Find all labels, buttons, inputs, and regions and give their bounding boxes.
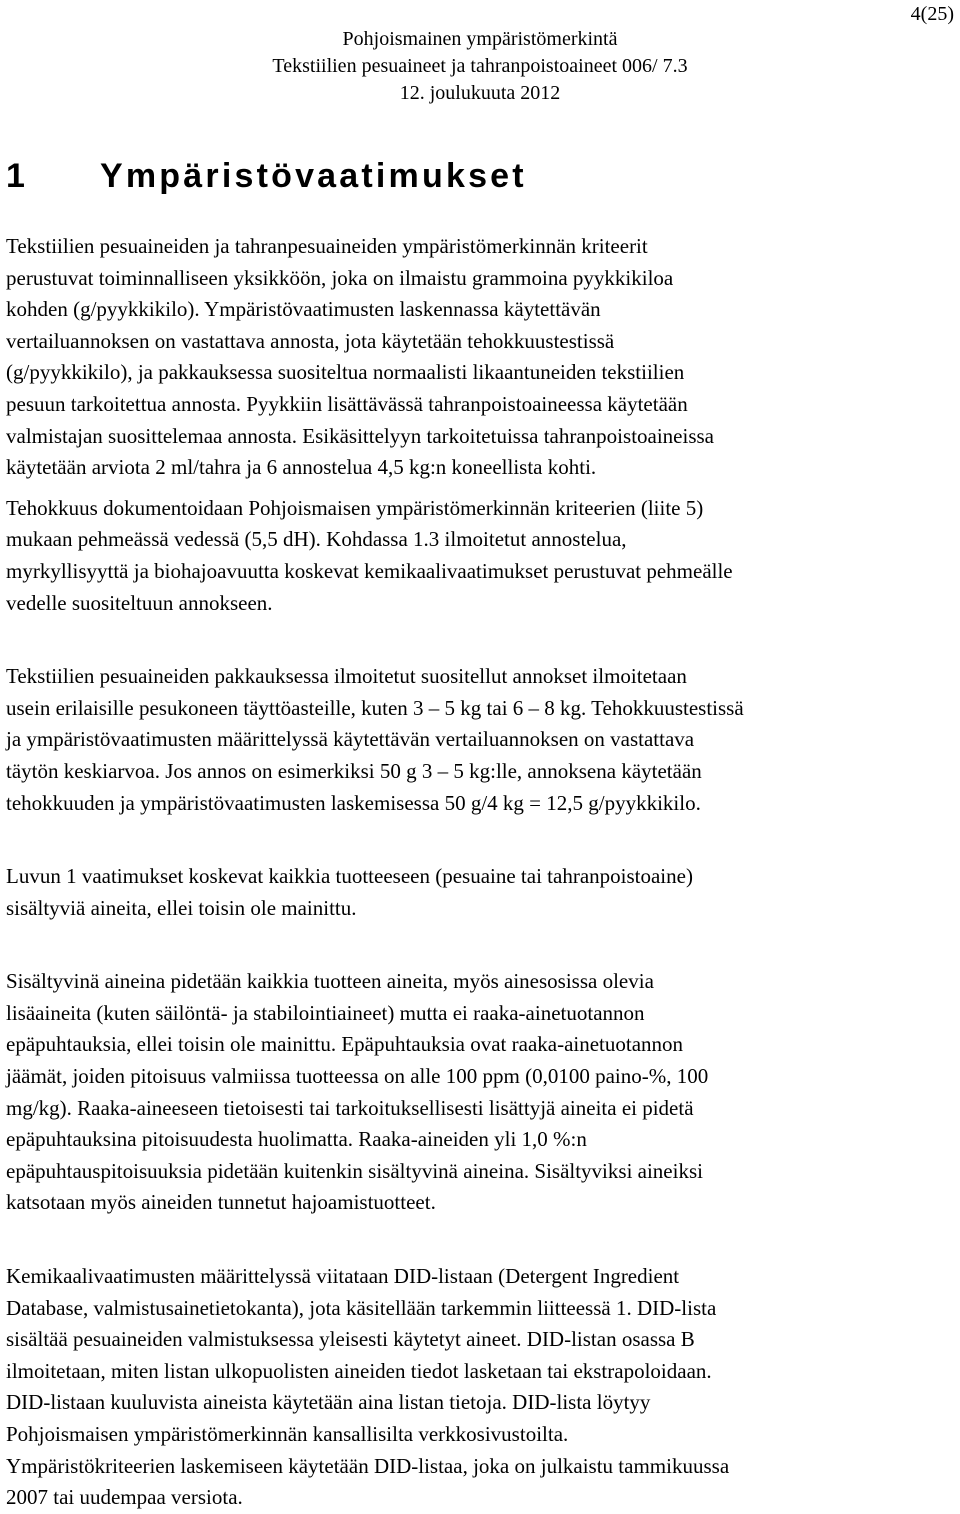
paragraph-functional-unit: Tekstiilien pesuaineiden ja tahranpesuaineiden ympäristömerkinnän kriteerit perustuvat toiminnalliseen yksikköön, joka on ilmaistu grammoina pyykkikiloa kohden (g/pyykkikilo). Ympäristövaatimusten laskennassa käytettävän vertailuannoksen on vastattava annosta, jota käytetään tehokkuustestissä (g/pyykkikilo), ja pakkauksessa suositeltua normaalisti likaantuneiden tekstiilien pesuun tarkoitettua annosta. Pyykkiin lisättävässä tahranpoistoaineessa käytetään valmistajan suosittelemaa annosta. Esikäsittelyyn tarkoitetuissa tahranpoistoaineissa käytetään arviota 2 ml/tahra ja 6 annostelua 4,5 kg:n koneellista kohti. bbox=[6, 234, 715, 480]
paragraph-efficiency: Tehokkuus dokumentoidaan Pohjoismaisen ympäristömerkinnän kriteerien (liite 5) mukaan pehmeässä vedessä (5,5 dH). Kohdassa 1.3 ilmoitetut annostelua, myrkyllisyyttä ja biohajoavuutta koskevat kemikaalivaatimukset perustuvat pehmeälle vedelle suositeltuun annokseen. bbox=[6, 495, 733, 615]
body-text bbox=[6, 231, 958, 1514]
header-date: 12. joulukuuta 2012 bbox=[399, 82, 561, 104]
paragraph-ingoing-substances: Sisältyvinä aineina pidetään kaikkia tuotteen aineita, myös ainesosissa olevia lisäaineita (kuten säilöntä- ja stabilointiaineet) mutta ei raaka-ainetuotannon epäpuhtauksia, ellei toisin ole mainittu. Epäpuhtauksia ovat raaka-ainetuotannon jäämät, joiden pitoisuus valmiissa tuotteessa on alle 100 ppm (0,0100 paino-%, 100 mg/kg). Raaka-aineeseen tietoisesti tai tarkoituksellisesti lisättyjä aineita ei pidetä epäpuhtauksina pitoisuudesta huolimatta. Raaka-aineiden yli 1,0 %:n epäpuhtauspitoisuuksia pidetään kuitenkin sisältyvinä aineina. Sisältyviksi aineiksi katsotaan myös aineiden tunnetut hajoamistuotteet. bbox=[6, 969, 709, 1215]
document-header bbox=[0, 26, 960, 107]
header-document-title: Tekstiilien pesuaineet ja tahranpoistoaineet 006/ 7.3 bbox=[272, 55, 688, 77]
page-number: 4(25) bbox=[910, 3, 954, 25]
paragraph-scope: Luvun 1 vaatimukset koskevat kaikkia tuotteeseen (pesuaine tai tahranpoistoaine) sisältyviä aineita, ellei toisin ole mainittu. bbox=[6, 864, 693, 920]
chapter-number: 1 bbox=[6, 157, 29, 195]
chapter-heading bbox=[6, 154, 527, 198]
chapter-title: Ympäristövaatimukset bbox=[100, 157, 527, 195]
paragraph-did-list: Kemikaalivaatimusten määrittelyssä viitataan DID-listaan (Detergent Ingredient Database, valmistusainetietokanta), jota käsitellään tarkemmin liitteessä 1. DID-lista sisältää pesuaineiden valmistuksessa yleisesti käytetyt aineet. DID-listan osassa B ilmoitetaan, miten listan ulkopuolisten aineiden tiedot lasketaan tai ekstrapoloidaan. DID-listaan kuuluvista aineista käytetään aina listan tietoja. DID-lista löytyy Pohjoismaisen ympäristömerkinnän kansallisilta verkkosivustoilta. Ympäristökriteerien laskemiseen käytetään DID-listaa, joka on julkaistu tammikuussa 2007 tai uudempaa versiota. bbox=[6, 1264, 730, 1510]
header-organization: Pohjoismainen ympäristömerkintä bbox=[342, 28, 618, 50]
paragraph-recommended-dosage: Tekstiilien pesuaineiden pakkauksessa ilmoitetut suositellut annokset ilmoitetaan usein erilaisille pesukoneen täyttöasteille, kuten 3 – 5 kg tai 6 – 8 kg. Tehokkuustestissä ja ympäristövaatimusten määrittelyssä käytettävän vertailuannoksen on vastattava täytön keskiarvoa. Jos annos on esimerkiksi 50 g 3 – 5 kg:lle, annoksena käytetään tehokkuuden ja ympäristövaatimusten laskemisessa 50 g/4 kg = 12,5 g/pyykkikilo. bbox=[6, 664, 744, 815]
